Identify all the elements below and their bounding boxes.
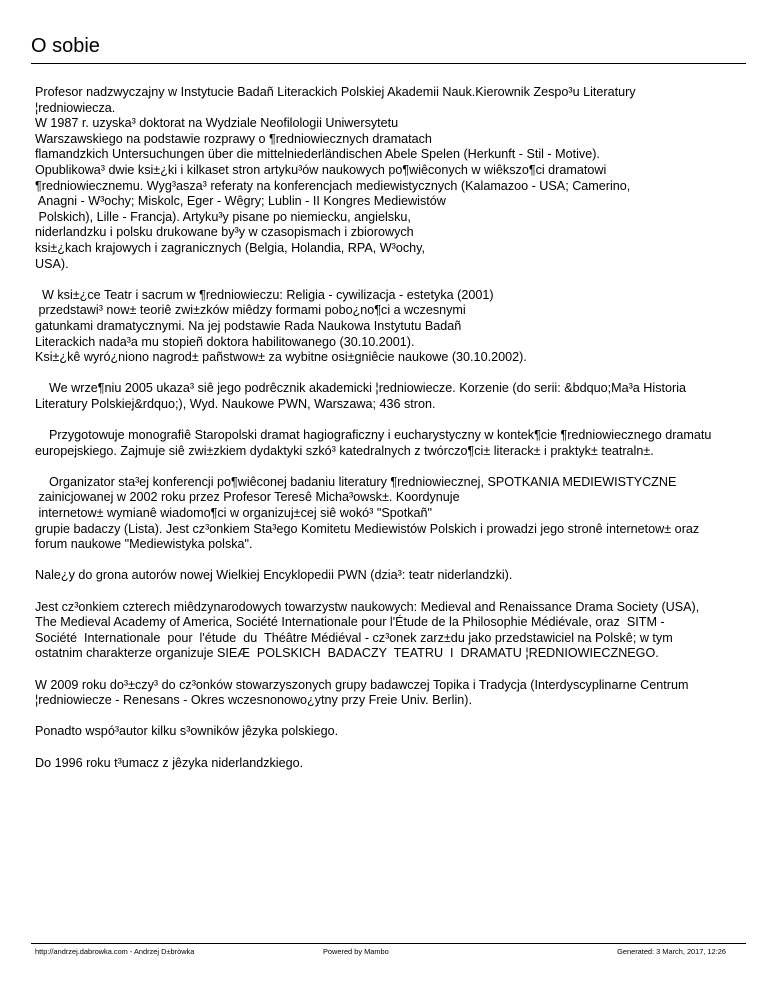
paragraph-line: przedstawi³ now± teoriê zwi±zków miêdzy formami pobo¿no¶ci a wczesnymi [35,303,466,318]
paragraph-line: Do 1996 roku t³umacz z jêzyka niderlandzkiego. [35,755,304,770]
paragraph [35,724,750,740]
paragraph [35,475,750,553]
paragraph-line: W 2009 roku do³±czy³ do cz³onków stowarzyszonych grupy badawczej Topika i Tradycja (Interdyscyplinarne Centrum [35,677,689,692]
paragraph-line: zainicjowanej w 2002 roku przez Profesor Teresê Micha³owsk±. Koordynuje [35,490,460,505]
paragraph-line: We wrze¶niu 2005 ukaza³ siê jego podrêcznik akademicki ¦redniowiecze. Korzenie (do serii: &bdquo;Ma³a Historia [35,381,686,396]
paragraph [35,381,750,412]
paragraph-line: Literatury Polskiej&rdquo;), Wyd. Naukowe PWN, Warszawa; 436 stron. [35,396,436,411]
paragraph-line: Warszawskiego na podstawie rozprawy o ¶redniowiecznych dramatach [35,131,432,146]
paragraph-line: forum naukowe "Mediewistyka polska". [35,537,253,552]
paragraph-line: Ksi±¿kê wyró¿niono nagrod± pañstwow± za wybitne osi±gniêcie naukowe (30.10.2002). [35,350,527,365]
paragraph-line: ksi±¿kach krajowych i zagranicznych (Belgia, Holandia, RPA, W³ochy, [35,240,425,255]
paragraph [35,600,750,662]
paragraph-line: The Medieval Academy of America, Société Internationale pour l'Étude de la Philosophie Médiévale, oraz SITM - [35,615,665,630]
paragraph-line: Nale¿y do grona autorów nowej Wielkiej Encyklopedii PWN (dzia³: teatr niderlandzki). [35,568,513,583]
page-title: O sobie [31,35,100,57]
paragraph [35,756,750,772]
paragraph-line: ¶redniowiecznemu. Wyg³asza³ referaty na konferencjach mediewistycznych (Kalamazoo - USA; Camerino, [35,178,631,193]
paragraph-line: W ksi±¿ce Teatr i sacrum w ¶redniowieczu: Religia - cywilizacja - estetyka (2001) [35,287,494,302]
paragraph-line: internetow± wymianê wiadomo¶ci w organizuj±cej siê wokó³ "Spotkañ" [35,506,433,521]
paragraph [35,288,750,366]
paragraph-line: niderlandzku i polsku drukowane by³y w czasopismach i zbiorowych [35,225,414,240]
paragraph-line: Jest cz³onkiem czterech miêdzynarodowych towarzystw naukowych: Medieval and Renaissance Drama Society (USA), [35,599,700,614]
paragraph-line: Société Internationale pour l'étude du Théâtre Médiéval - cz³onek zarz±du jako przedstawiciel na Polskê; w tym [35,630,673,645]
paragraph-line: Polskich), Lille - Francja). Artyku³y pisane po niemiecku, angielsku, [35,209,411,224]
paragraph-line: W 1987 r. uzyska³ doktorat na Wydziale Neofilologii Uniwersytetu [35,116,399,131]
paragraph-line: ¦redniowiecze - Renesans - Okres wczesnonowo¿ytny przy Freie Univ. Berlin). [35,693,472,708]
paragraph-line: gatunkami dramatycznymi. Na jej podstawie Rada Naukowa Instytutu Badañ [35,318,462,333]
paragraph-line: flamandzkich Untersuchungen über die mittelniederländischen Abele Spelen (Herkunft - Stil - Motive). [35,147,600,162]
paragraph-line: Przygotowuje monografiê Staropolski dramat hagiograficzny i eucharystyczny w kontek¶cie ¶redniowiecznego dramatu [35,428,712,443]
paragraph-line: Ponadto wspó³autor kilku s³owników jêzyka polskiego. [35,724,339,739]
paragraph-line: Anagni - W³ochy; Miskolc, Eger - Wêgry; Lublin - II Kongres Mediewistów [35,194,446,209]
paragraph-line: europejskiego. Zajmuje siê zwi±zkiem dydaktyki szkó³ katedralnych z twórczo¶ci± literack± i praktyk± teatraln±. [35,443,654,458]
paragraph [35,568,750,584]
article-body [35,85,750,787]
paragraph [35,678,750,709]
paragraph [35,428,750,459]
paragraph [35,85,750,272]
paragraph-line: grupie badaczy (Lista). Jest cz³onkiem Sta³ego Komitetu Mediewistów Polskich i prowadzi jego stronê internetow± oraz [35,521,700,536]
paragraph-line: USA). [35,256,69,271]
paragraph-line: ostatnim charakterze organizuje SIEÆ POLSKICH BADACZY TEATRU I DRAMATU ¦REDNIOWIECZNEGO. [35,646,659,661]
paragraph-line: ¦redniowiecza. [35,100,116,115]
footer-divider [31,943,746,944]
title-divider [31,63,746,64]
footer-site-url: http://andrzej.dabrowka.com - Andrzej D±bròwka [35,947,195,956]
paragraph-line: Opublikowa³ dwie ksi±¿ki i kilkaset stron artyku³ów naukowych po¶wiêconych w wiêkszo¶ci dramatowi [35,162,607,177]
footer-powered-by: Powered by Mambo [323,947,389,956]
footer-generated-date: Generated: 3 March, 2017, 12:26 [617,947,726,956]
paragraph-line: Profesor nadzwyczajny w Instytucie Badañ Literackich Polskiej Akademii Nauk.Kierownik Zespo³u Literatury [35,85,636,99]
paragraph-line: Organizator sta³ej konferencji po¶wiêconej badaniu literatury ¶redniowiecznej, SPOTKANIA MEDIEWISTYCZNE [35,474,677,489]
paragraph-line: Literackich nada³a mu stopieñ doktora habilitowanego (30.10.2001). [35,334,415,349]
